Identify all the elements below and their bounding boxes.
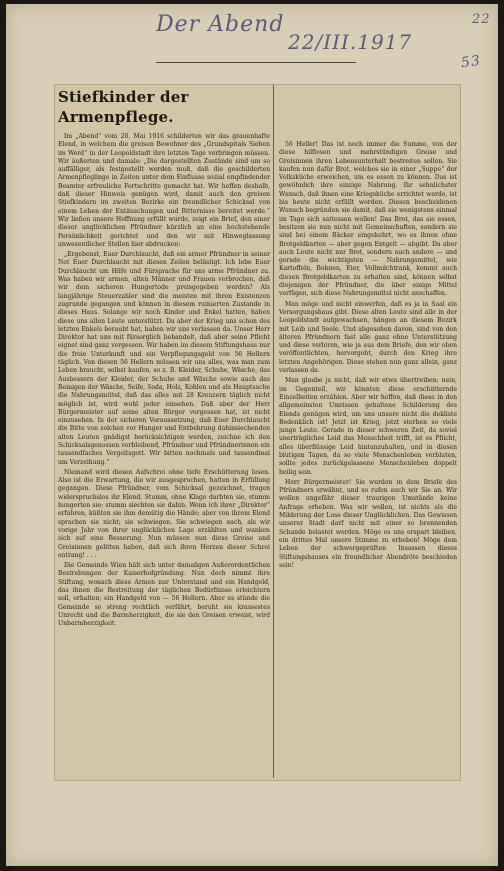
paragraph: Die Gemeinde Wien hält sich unter damaligen Außerordentlichen Bestrebungen der Kaiserhofgründung. Nun doch nimmt ihre Stiftung, wonach diese Armen nur Unterstand und ein Handgeld, das ihnen die Bestreitung der täglichen Bedürfnisse erleichtern soll, erhalten; ein Handgeld von — 56 Hellern. Aber es stünde die Gemeinde so streng rechtlich verfährt, beruht sie krassestes Unrecht und die Barmherzigkeit, die sie den Greisen erweist, wird Unbarmherzigkeit. — [58, 562, 270, 628]
paragraph: „Ergebenst, Euer Durchlaucht, daß ein armer Pfründner in seiner Not Euer Durchlaucht mit diesen Zeilen belästigt. Ich lebe Euer Durchlaucht um Hilfe und Fürsprache für uns arme Pfründner zu. Was haben wir armen, alten Männer und Frauen verbrochen, daß wir dem sicheren Hungertode preisgegeben werden? Als langjährige Steuerzahler sind die meisten mit ihren Existenzen zugrunde gegangen und können in diesem ruinierten Zustande in dieses Haus. Solange wir noch Kinder und Enkel hatten, haben diese uns allen Leute unterstützt. Da aber der Krieg uns schon des letzten Enkels beraubt hat, haben wir uns verlassen da. Unser Herr Direktor hat uns mit fürsorglich behandelt, daß aber seine Pflicht eignet sind ganz vergessen. Wir haben im diesem Stiftungshaus nur die freie Unterkunft und ein Verpflegungsgeld von 56 Hellern täglich. Von diesen 56 Hellern müssen wir uns alles, was man zum Leben braucht, selbst kaufen, so z. B. Kleider, Schuhe, Wäsche, das Ausbessern der Kleider, der Schuhe und Wäsche sowie auch das Reinigen der Wäsche, Seife, Soda, Holz, Kohlen und als Hauptsache die Nahrungsmittel, daß das alles mit 28 Kreuzern täglich nicht möglich ist, wird wohl jeder einsehen. Daß aber der Herr Bürgermeister auf seine alten Bürger vergessen hat, ist nicht einzusehen. In der sicheren Voraussetzung, daß Euer Durchlaucht die Bitte von solchen vor Hunger und Entbehrung dahinsiechenden alten Leuten gnädigst berücksichtigen werden, zeichne ich den Schicksalsgenossen verbleibend, Pfründner und Pfründnerinnen ein tausendfaches Vergeltsgott. Wir bitten nochmals und tausendmal um Verzeihung.“ — [58, 251, 270, 466]
article-headline: Stiefkinder der Armenpflege. — [58, 88, 189, 126]
column-divider — [273, 85, 274, 778]
handwritten-source: Der Abend — [156, 12, 285, 37]
handwritten-number: 53 — [459, 52, 482, 72]
handwritten-underline — [156, 62, 356, 63]
paragraph: Man möge und nicht einwerfen, daß es ja in Saal ein Versorgungshaus gibt. Diese alten Leute sind alle in der Leopoldstadt aufgewachsen, hängen an diesem Bezirk mit Leib und Seele. Und abgesehen davon, sind von den älteren Pfründnern fast alle ganz ohne Unterstützung und diese verloren, wie ja aus dem Briefe, den wir oben veröffentlichten, hervorgeht, durch den Krieg ihre letzten Angehörigen. Diese stehen nun ganz allein, ganz verlassen da. — [279, 300, 457, 375]
corner-number: 22 — [472, 12, 491, 27]
paragraph: Herr Bürgermeister! Sie wurden in dem Briefe des Pfründners erwähnt, und so rufen auch wir Sie an. Wir wollen ungefähr dieser traurigen Umstände keine Anfrage erheben. Was wir wollen, ist nichts als die Milderung der Lose dieser Unglücklichen. Das Gewissen unserer Stadt darf nicht mit einer so brennenden Schande belastet werden. Möge es uns erspart bleiben, ein drittes Mal unsere Stimme zu erheben! Möge dem Leben der schwergeprüften Insassen dieses Stiftungshauses ein freundlicher Abendröte beschieden sein! — [279, 478, 457, 569]
left-column — [58, 85, 270, 778]
paragraph: 56 Heller! Das ist noch immer die Summe, von der diese hilflosen und mehrstündigen Greise und Greisinnen ihren Lebensunterhalt bestreiten sollen. Sie kaufen nun dafür Brot, welches sie in einer „Suppe“ der Volksküche erweichen, um es essen zu können. Das ist gewöhnlich ihre einzige Nahrung. Ihr sehnlichster Wunsch, daß ihnen eine Kriegsküche errichtet werde, ist bis heute nicht erfüllt worden. Diesen bescheidenen Wunsch begründen sie damit, daß sie wenigstens einmal im Tage sich sattessen wollen! Das Brot, das sie essen, besitzen sie nun nicht mit Gemeinschaften, sondern sie sind bei einem Bäcker eingekehrt, wo es ihnen ohne Brotgeldkarten — aber gegen Entgelt — abgibt. Da aber auch Leute nicht nur Brot, sondern auch andere — und gerade die wichtigsten — Nahrungsmittel, wie Kartoffeln, Bohnen, Eier, Vollmilchtrank, kommt auch diesen Brotgeldkarten zu erhalten sind, können selbst diejenigen der Pfründner, die über einige Mittel verfügen, sich diese Nahrungsmittel nicht anschaffen. — [279, 141, 457, 298]
right-column — [279, 141, 457, 571]
archive-sheet — [6, 4, 498, 866]
handwritten-date: 22/III.1917 — [288, 30, 413, 54]
newspaper-clipping — [54, 84, 461, 781]
paragraph: Im „Abend“ vom 20. Mai 1916 schilderten wir das grauenhafte Elend, in welchem die greisen Bewohner des „Grundspitals Sieben im Werd“ in der Leopoldstadt ihre letzten Tage verbringen müssen. Wir äußerten und damals: „Die dargestellten Zustände sind um so auffälliger, als festgestellt werden muß, daß die geschilderten Armenpfleglinge in Zeiten unter dem Einflusse sozial empfindender Beamter erfreuliche Fortschritte gemacht hat. Wir hoffen deshalb, daß dieser Hinweis genügen wird, damit auch den greisen Stiefkindern im zweiten Bezirke ein freundlicher Schicksal von einem Leben der Entäuschungen und Bitternisse bereitet werde.“ Wir ließen unsere Hoffnung erfüllt wurde, zeigt ein Brief, den einer dieser unglücklichen Pfründner kürzlich an eine hochstehende Persönlichkeit gerichtet und den wir mit Hinweglassung unwesentlicher Stellen hier abdrucken: — [58, 133, 270, 248]
paragraph: Niemand wird diesen Aufschrei ohne tiefe Erschütterung lesen. Also ist die Erwartung, die wir ausgesprochen, hatten in Erfüllung gegangen. Diese Pfründner, vom Schicksal gezeichnet, tragen widerspruchslos ihr Elend. Stumm, ohne Klage darbten sie, stumm hungerten sie; stumm siechten sie dahin. Wenn ich ihrer „Direktor“ erfahren, küßten sie ihm demütig die Hände; aber von ihrem Elend sprachen sie nicht; sie schwiegen. Sie schwiegen auch, als wir vorige Jahr von ihrer unglücklichen Lage erzählten und wanken sich auf eine Besserung. Nun müssen nun diese Greise und Greisinnen gelitten haben, daß sich ihren Herzen dieser Schrei entrang! . . . — [58, 468, 270, 559]
paragraph: Man glaube ja nicht, daß wir etwa übertreiben; nein, im Gegenteil, wir könnten diese erschütternde Einzelheiten erzählen. Aber wir hoffen, daß diese in den allgemeinsten Umrissen gehaltene Schilderung des Elends genügen wird, um uns unsere nicht die dekliste Bedenklich ist! Jetzt ist Krieg, jetzt sterben so viele junge Leute. Gerade in dieser schweren Zeit, da soviel unerträgliches Leid das Menschheit trifft, ist es Pflicht, alles überflüssige Leid hintanzuhalten, und in diesen blutigen Tagen, da so viele Menschenleben verbluten, sollte jedes zurückgelassene Menschenleben doppelt heilig sein. — [279, 377, 457, 476]
